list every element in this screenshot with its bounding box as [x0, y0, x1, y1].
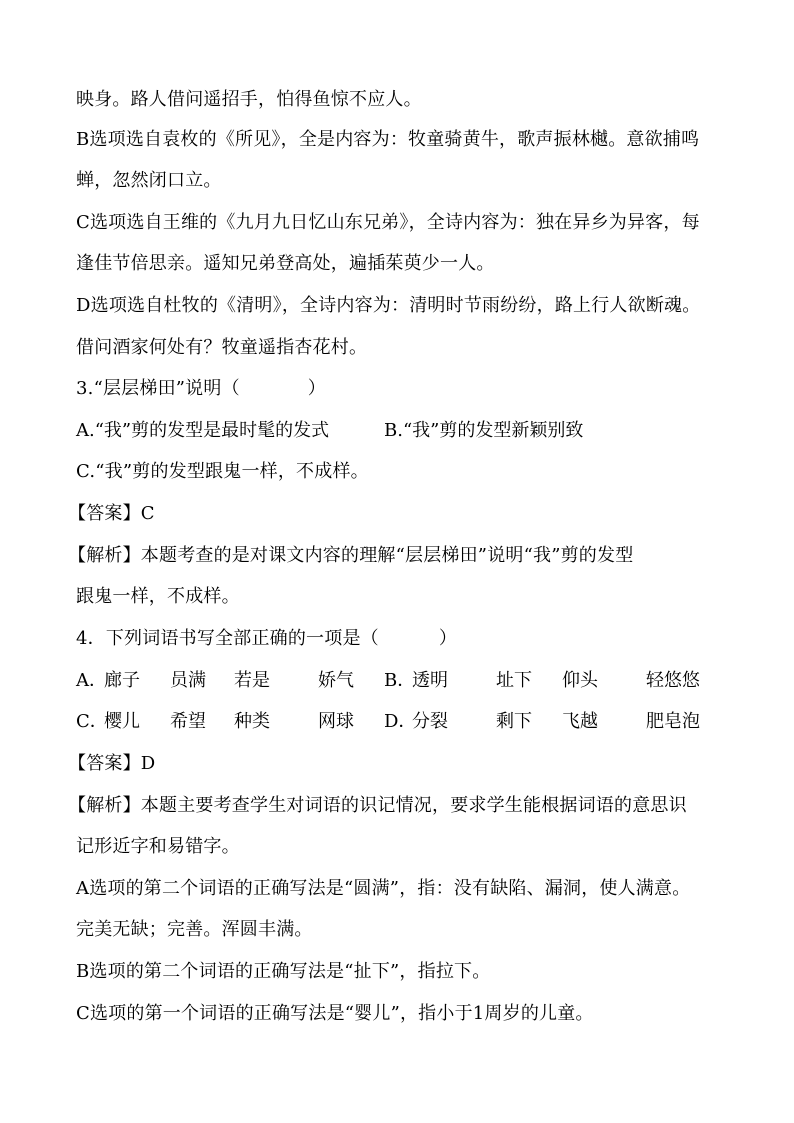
question-4-note-b: B选项的第二个词语的正确写法是“扯下”，指拉下。 — [76, 961, 491, 982]
question-3-option-a: A.“我”剪的发型是最时髦的发式 — [76, 420, 330, 441]
paragraph-option-d-line1: D选项选自杜牧的《清明》，全诗内容为：清明时节雨纷纷，路上行人欲断魂。 — [76, 295, 701, 316]
question-4-word: 仰头 — [562, 670, 598, 691]
question-4-stem-suffix: ） — [438, 628, 458, 649]
question-4-label-a: A． — [76, 670, 107, 691]
question-4-word: 分裂 — [412, 711, 448, 732]
paragraph-option-b-line2: 蝉，忽然闭口立。 — [76, 170, 222, 191]
question-4-word: 飞越 — [562, 711, 598, 732]
question-4-word: 若是 — [234, 670, 270, 691]
question-3-stem-prefix: 3.“层层梯田”说明（ — [76, 378, 240, 399]
question-4-analysis-line2: 记形近字和易错字。 — [76, 836, 240, 857]
question-4-word: 透明 — [412, 670, 448, 691]
question-4-label-c: C． — [76, 711, 108, 732]
paragraph-option-b-line1: B选项选自袁枚的《所见》，全是内容为：牧童骑黄牛，歌声振林樾。意欲捕鸣 — [76, 129, 700, 150]
paragraph-poem-end: 映身。路人借问遥招手，怕得鱼惊不应人。 — [76, 89, 422, 110]
question-4-word: 员满 — [170, 670, 206, 691]
question-3-option-b: B.“我”剪的发型新颖别致 — [384, 420, 584, 441]
question-3-option-c: C.“我”剪的发型跟鬼一样，不成样。 — [76, 461, 369, 482]
question-4-word: 种类 — [234, 711, 270, 732]
question-3-analysis-line2: 跟鬼一样，不成样。 — [76, 586, 240, 607]
question-4-label-b: B． — [384, 670, 416, 691]
question-4-label-d: D． — [384, 711, 417, 732]
question-4-word: 希望 — [170, 711, 206, 732]
question-4-word: 轻悠悠 — [646, 670, 700, 691]
question-4-word: 肥皂泡 — [646, 711, 700, 732]
question-4-word: 娇气 — [318, 670, 354, 691]
paragraph-option-d-line2: 借问酒家何处有？牧童遥指杏花村。 — [76, 337, 368, 358]
paragraph-option-c-line1: C选项选自王维的《九月九日忆山东兄弟》，全诗内容为：独在异乡为异客，每 — [76, 212, 700, 233]
question-3-stem — [76, 377, 326, 401]
question-4-word: 廊子 — [104, 670, 140, 691]
question-4-analysis-line1: 【解析】本题主要考查学生对词语的识记情况，要求学生能根据词语的意思识 — [68, 795, 687, 816]
question-4-word: 址下 — [496, 670, 532, 691]
question-4-note-a-line2: 完美无缺；完善。浑圆丰满。 — [76, 919, 313, 940]
paragraph-option-c-line2: 逢佳节倍思亲。遥知兄弟登高处，遍插茱萸少一人。 — [76, 253, 495, 274]
question-4-word: 网球 — [318, 711, 354, 732]
question-4-note-c: C选项的第一个词语的正确写法是“婴儿”，指小于1周岁的儿童。 — [76, 1003, 594, 1024]
question-3-stem-suffix: ） — [307, 378, 326, 399]
question-4-word: 剩下 — [496, 711, 532, 732]
question-4-note-a-line1: A选项的第二个词语的正确写法是“圆满”，指：没有缺陷、漏洞，使人满意。 — [76, 878, 691, 899]
question-4-answer: 【答案】D — [68, 753, 156, 774]
question-3-answer: 【答案】C — [68, 503, 155, 524]
question-4-stem — [76, 627, 457, 651]
question-4-word: 樱儿 — [104, 711, 140, 732]
question-4-stem-prefix: 4．下列词语书写全部正确的一项是（ — [76, 628, 379, 649]
question-3-analysis-line1: 【解析】本题考查的是对课文内容的理解“层层梯田”说明“我”剪的发型 — [68, 545, 634, 566]
